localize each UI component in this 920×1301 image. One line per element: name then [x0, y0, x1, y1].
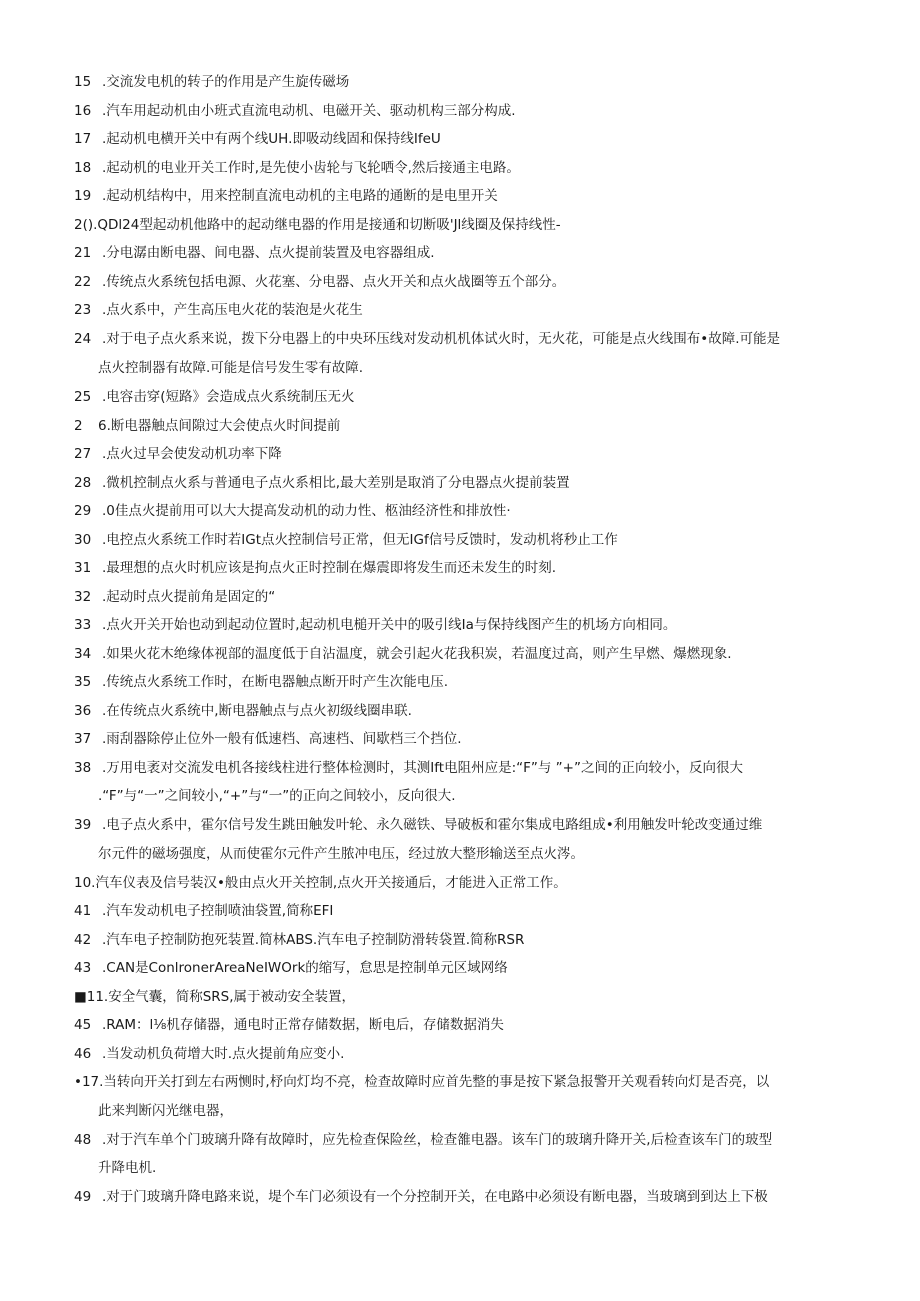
question-line-22: 22 .传统点火系统包括电源、火花塞、分电器、点火开关和点火战圈等五个部分。	[74, 273, 566, 290]
question-line-26: 2 6.断电器触点间隙过大会使点火时间提前	[74, 417, 341, 434]
question-line-34: 34 .如果火花木绝缘体视部的温度低于自沾温度，就会引起火花我积炭，若温度过高，则产生早燃、爆燃现象.	[74, 645, 732, 662]
question-line-32: 32 .起动时点火提前角是固定的“	[74, 588, 276, 605]
question-line-16: 16 .汽车用起动机由小班式直流电动机、电磁开关、驱动机构三部分构成.	[74, 102, 516, 119]
question-line-38: 38 .万用电袤对交流发电机各接线柱进行整体检测时，其测Ift电阻州应是:“F”与 ”+”之间的正向较小，反向很大	[74, 760, 743, 776]
question-line-30: 30 .电控点火系统工作时若IGt点火控制信号正常，但无IGf信号反馈时，发动机将秒止工作	[74, 531, 618, 548]
question-line-24-cont: 点火控制器有故障.可能是信号发生零有故障.	[98, 360, 364, 376]
question-line-15: 15 .交流发电机的转子的作用是产生旋传磁场	[74, 74, 350, 90]
question-line-25: 25 .电容击穿(短路》会造成点火系统制压无火	[74, 389, 355, 405]
question-line-39-cont: 尔元件的磁场强度，从而使霍尔元件产生脓冲电压，经过放大整形输送至点火涔。	[98, 846, 584, 862]
question-line-42: 42 .汽车电子控制防抱死装置.简林ABS.汽车电子控制防滑转袋置.简称RSR	[74, 931, 525, 948]
question-line-33: 33 .点火开关开始也动到起动位置时,起动机电槌开关中的吸引线Ia与保持线图产生的机场方向相同。	[74, 617, 677, 633]
question-line-17: 17 .起动机电横开关中有两个线UH.即吸动线固和保持线IfeU	[74, 131, 441, 147]
question-line-18: 18 .起动机的电业开关工作时,是先使小齿轮与飞轮哂令,然后接通主电路。	[74, 159, 520, 176]
question-line-49: 49 .对于门玻璃升降电路来说，堤个车门必须设有一个分控制开关，在电路中必须设有断电器，当玻璃到到达上下极	[74, 1189, 768, 1205]
question-line-31: 31 .最理想的点火时机应该是拘点火正时控制在爆震即将发生而还未发生的时刻.	[74, 560, 557, 576]
question-line-29: 29 .0佳点火提前用可以大大提高发动机的动力性、柩油经济性和排放性·	[74, 503, 511, 519]
question-line-35: 35 .传统点火系统工作时，在断电器触点断开时产生次能电压.	[74, 674, 449, 690]
question-line-39: 39 .电子点火系中，霍尔信号发生跳田触发叶轮、永久磁铁、导破板和霍尔集成电路组成•利用触发叶轮改变通过维	[74, 817, 763, 833]
question-line-44: ■11.安全气囊，简称SRS,属于被动安全装置，	[74, 988, 356, 1005]
question-line-48: 48 .对于汽车单个门玻璃升降有故障时，应先检查保险丝，检查雒电器。该车门的玻璃升降开关,后检查该车门的玻型	[74, 1132, 773, 1148]
question-line-46: 46 .当发动机负荷增大时.点火提前角应变小.	[74, 1045, 345, 1062]
question-line-37: 37 .雨刮器除停止位外一般有低速档、高速档、间歇档三个挡位.	[74, 731, 462, 747]
question-line-27: 27 .点火过早会使发动机功率下降	[74, 446, 282, 462]
question-line-21: 21 .分电潺由断电器、间电器、点火提前装置及电容器组成.	[74, 245, 435, 261]
question-line-36: 36 .在传统点火系统中,断电器触点与点火初级线圈串联.	[74, 702, 412, 719]
question-line-48-cont: 升降电机.	[98, 1160, 157, 1176]
question-line-41: 41 .汽车发动机电子控制喷油袋置,简称EFI	[74, 903, 334, 919]
question-line-43: 43 .CAN是ConlronerAreaNeIWOrk的缩写，怠思是控制单元区域网络	[74, 960, 508, 976]
question-line-47-cont: 此来判断闪光继电器，	[98, 1103, 233, 1119]
question-line-28: 28 .微机控制点火系与普通电子点火系相比,最大差别是取消了分电器点火提前装置	[74, 474, 570, 491]
question-line-20: 2().QDl24型起动机他路中的起动继电器的作用是接通和切断吸'Jl线圈及保持线性-	[74, 216, 561, 233]
question-line-47: •17.当转向开关打到左右两恻时,杼向灯均不亮，检查故障时应首先整的事是按下紧急报警开关观看转向灯是否亮，以	[74, 1074, 770, 1090]
question-line-24: 24 .对于电子点火系来说，拨下分电器上的中央环压线对发动机机体试火时，无火花，可能是点火线围布•故障.可能是	[74, 331, 781, 347]
question-line-40: 10.汽车仪表及信号装汉•般由点火开关控制,点火开关接通后，才能进入正常工作。	[74, 874, 567, 891]
question-line-45: 45 .RAM：l⅛机存储器，通电时正常存储数据，断电后，存储数据消失	[74, 1017, 504, 1033]
question-line-38-cont: .“F”与“一”之间较小,“+”与“一”的正向之间较小，反向很大.	[98, 788, 456, 804]
question-line-19: 19 .起动机结构中，用来控制直流电动机的主电路的通断的是电里开关	[74, 188, 498, 204]
question-line-23: 23 .点火系中，产生高压电火花的装泡是火花生	[74, 302, 363, 318]
